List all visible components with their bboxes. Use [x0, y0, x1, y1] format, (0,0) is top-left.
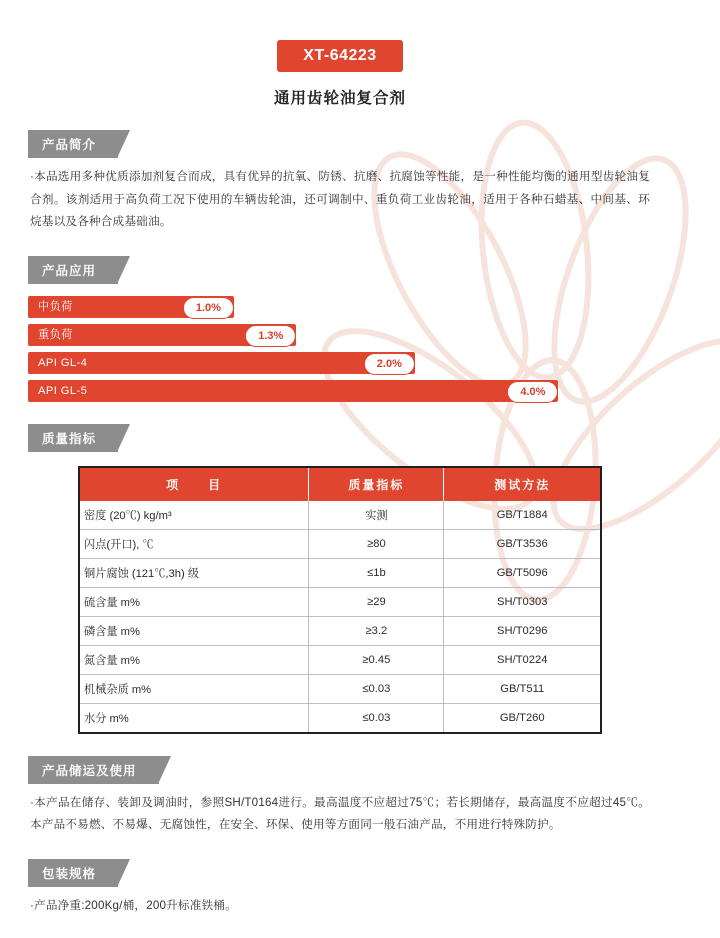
table-cell: SH/T0296: [444, 616, 600, 645]
table-cell: GB/T5096: [444, 558, 600, 587]
application-bar-label: 中负荷: [38, 300, 73, 313]
table-row: [80, 501, 600, 530]
packaging-paragraph: ·产品净重:200Kg/桶，200升标准铁桶。: [30, 898, 237, 912]
section-application: [0, 256, 680, 402]
table-cell: SH/T0303: [444, 587, 600, 616]
table-row: [80, 529, 600, 558]
table-cell: 机械杂质 m%: [80, 674, 309, 703]
table-column-header: 项 目: [80, 468, 309, 501]
application-bar-value: 1.3%: [245, 325, 296, 347]
product-code-badge: XT-64223: [277, 40, 402, 72]
section-header-packaging: [28, 859, 118, 885]
table-cell: 磷含量 m%: [80, 616, 309, 645]
quality-table-body: [80, 501, 600, 732]
quality-spec-table: [80, 468, 600, 732]
intro-paragraph: ·本品选用多种优质添加剂复合而成，具有优异的抗氧、防锈、抗磨、抗腐蚀等性能，是一种性能均衡的通用型齿轮油复合剂。该剂适用于高负荷工况下使用的车辆齿轮油，还可调制中、重负荷工业齿轮油，适用于各种石蜡基、中间基、环烷基以及各种合成基础油。: [30, 170, 650, 229]
table-cell: 铜片腐蚀 (121℃,3h) 级: [80, 558, 309, 587]
section-header-packaging-label: 包装规格: [28, 859, 118, 887]
section-packaging: [0, 859, 680, 918]
table-cell: 密度 (20℃) kg/m³: [80, 501, 309, 530]
table-cell: 实测: [309, 501, 444, 530]
table-cell: ≥29: [309, 587, 444, 616]
table-cell: ≤1b: [309, 558, 444, 587]
table-cell: GB/T1884: [496, 508, 548, 521]
table-cell: ≥3.2: [309, 616, 444, 645]
table-cell: GB/T511: [444, 674, 600, 703]
application-bar-row: [28, 352, 652, 374]
application-bar-value: 4.0%: [507, 381, 558, 403]
table-row: [80, 616, 600, 645]
table-cell: GB/T260: [444, 703, 600, 732]
document-title-block: [0, 0, 680, 108]
section-quality: [0, 424, 680, 734]
table-cell: ≤0.03: [309, 703, 444, 732]
table-row: [80, 645, 600, 674]
application-bar-row: [28, 296, 652, 318]
section-header-storage-label: 产品储运及使用: [28, 756, 159, 784]
table-cell: ≤0.03: [309, 674, 444, 703]
section-header-intro: [28, 130, 118, 156]
table-row: [80, 587, 600, 616]
page-title: 通用齿轮油复合剂: [273, 90, 406, 107]
table-column-header: 质量指标: [309, 468, 444, 501]
quality-table-wrapper: [78, 466, 602, 734]
table-column-header: 测试方法: [444, 468, 600, 501]
table-row: [80, 703, 600, 732]
section-header-quality-label: 质量指标: [28, 424, 118, 452]
application-bar-label: API GL-4: [38, 356, 88, 369]
section-header-quality: [28, 424, 118, 450]
application-bar-label: API GL-5: [38, 384, 88, 397]
application-bar-row: [28, 324, 652, 346]
table-row: [80, 558, 600, 587]
section-header-intro-label: 产品简介: [28, 130, 118, 158]
application-bar-label: 重负荷: [38, 328, 73, 341]
footer-spacer: [0, 918, 680, 938]
table-cell: ≥0.45: [309, 645, 444, 674]
section-intro: [0, 130, 680, 234]
section-header-application: [28, 256, 118, 282]
table-cell: SH/T0224: [444, 645, 600, 674]
storage-paragraph: ·本产品在储存、装卸及调油时，参照SH/T0164进行。最高温度不应超过75℃；若长期储存，最高温度不应超过45℃。本产品不易燃、不易爆、无腐蚀性，在安全、环保、使用等方面同一般石油产品，不用进行特殊防护。: [30, 795, 650, 832]
application-bar-value: 1.0%: [183, 297, 234, 319]
application-bar-row: [28, 380, 652, 402]
table-cell: 水分 m%: [80, 703, 309, 732]
table-cell: 氮含量 m%: [80, 645, 309, 674]
table-cell: GB/T3536: [444, 529, 600, 558]
table-header-row: [80, 468, 600, 501]
table-cell: ≥80: [309, 529, 444, 558]
application-bar-fill: [28, 380, 558, 402]
application-bar-value: 2.0%: [364, 353, 415, 375]
application-bar-chart: [28, 296, 652, 402]
quality-table-head: [80, 468, 600, 501]
table-cell: 硫含量 m%: [80, 587, 309, 616]
table-row: [80, 674, 600, 703]
section-storage: [0, 756, 680, 837]
section-header-storage: [28, 756, 159, 782]
section-header-application-label: 产品应用: [28, 256, 118, 284]
table-cell: 闪点(开口), ℃: [80, 529, 309, 558]
